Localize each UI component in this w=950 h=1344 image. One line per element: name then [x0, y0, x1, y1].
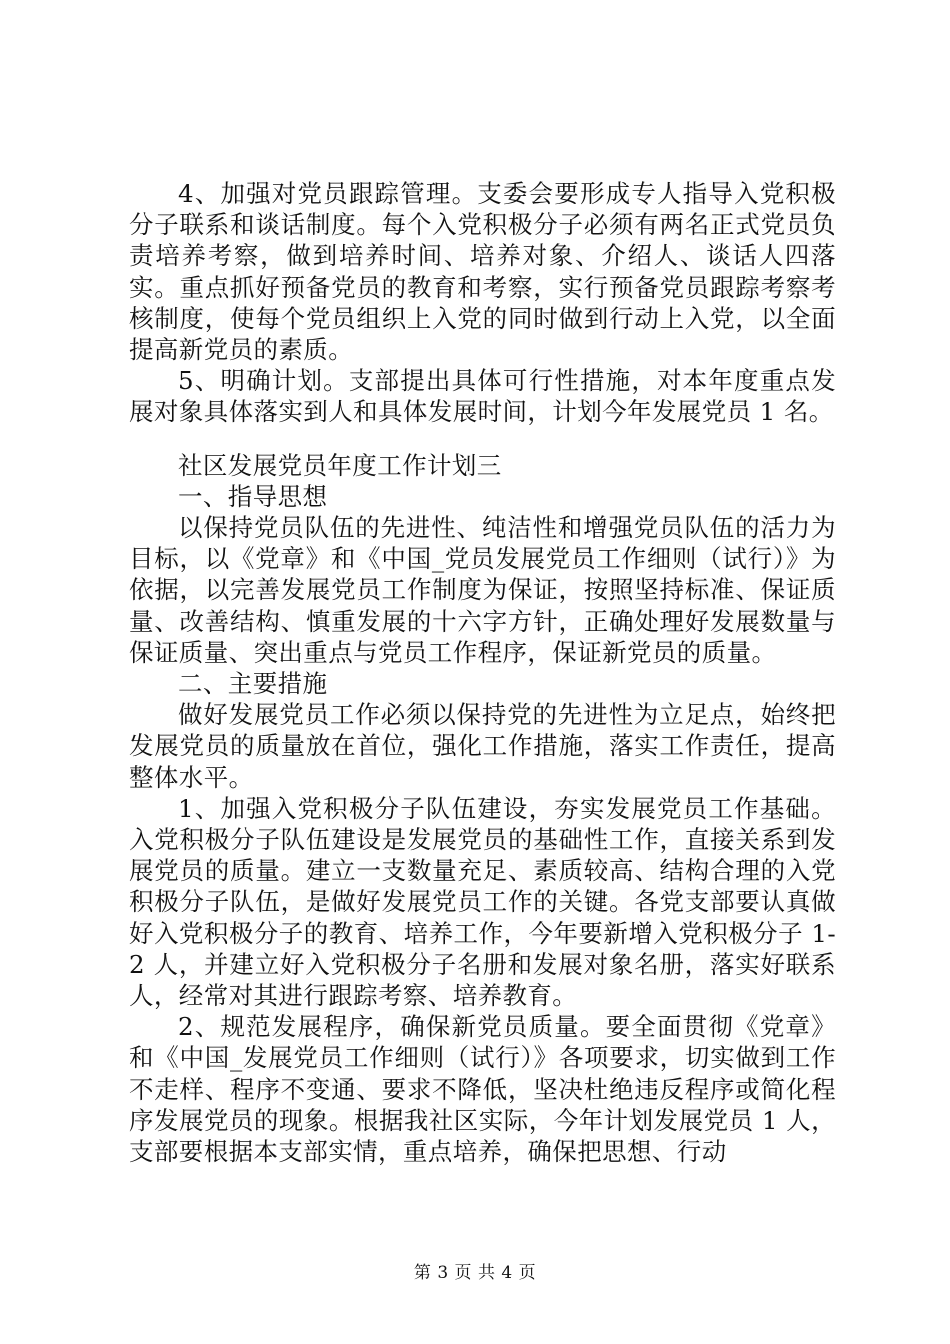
section-title: 社区发展党员年度工作计划三 [178, 450, 502, 480]
paragraph-measures-intro: 做好发展党员工作必须以保持党的先进性为立足点，始终把发展党员的质量放在首位，强化工作措施，落实工作责任，提高整体水平。 [129, 700, 836, 792]
paragraph-item-4: 4、加强对党员跟踪管理。支委会要形成专人指导入党积极分子联系和谈话制度。每个入党积极分子必须有两名正式党员负责培养考察，做到培养时间、培养对象、介绍人、谈话人四落实。重点抓好预备党员的教育和考察，实行预备党员跟踪考察考核制度，使每个党员组织上入党的同时做到行动上入党，以全面提高新党员的素质。 [129, 179, 836, 365]
paragraph-item-5: 5、明确计划。支部提出具体可行性措施，对本年度重点发展对象具体落实到人和具体发展时间，计划今年发展党员 1 名。 [129, 366, 836, 427]
page-footer [0, 1262, 950, 1284]
paragraph-measure-2: 2、规范发展程序，确保新党员质量。要全面贯彻《党章》和《中国_发展党员工作细则（试行）》各项要求，切实做到工作不走样、程序不变通、要求不降低，坚决杜绝违反程序或简化程序发展党员的现象。根据我社区实际，今年计划发展党员 1 人，支部要根据本支部实情，重点培养，确保把思想、行动 [129, 1012, 836, 1167]
page-indicator: 第 3 页 共 4 页 [413, 1263, 537, 1283]
paragraph-measure-1: 1、加强入党积极分子队伍建设，夯实发展党员工作基础。入党积极分子队伍建设是发展党员的基础性工作，直接关系到发展党员的质量。建立一支数量充足、素质较高、结构合理的入党积极分子队伍，是做好发展党员工作的关键。各党支部要认真做好入党积极分子的教育、培养工作，今年要新增入党积极分子 1-2 人，并建立好入党积极分子名册和发展对象名册，落实好联系人，经常对其进行跟踪考察、培养教育。 [129, 793, 836, 1011]
heading-main-measures: 二、主要措施 [178, 669, 328, 699]
section-spacer [129, 428, 836, 450]
paragraph-guiding-ideology: 以保持党员队伍的先进性、纯洁性和增强党员队伍的活力为目标，以《党章》和《中国_党员发展党员工作细则（试行）》为依据，以完善发展党员工作制度为保证，按照坚持标准、保证质量、改善结构、慎重发展的十六字方针，正确处理好发展数量与保证质量、突出重点与党员工作程序，保证新党员的质量。 [129, 513, 836, 667]
document-body [129, 178, 836, 1167]
heading-guiding-ideology: 一、指导思想 [178, 481, 328, 511]
